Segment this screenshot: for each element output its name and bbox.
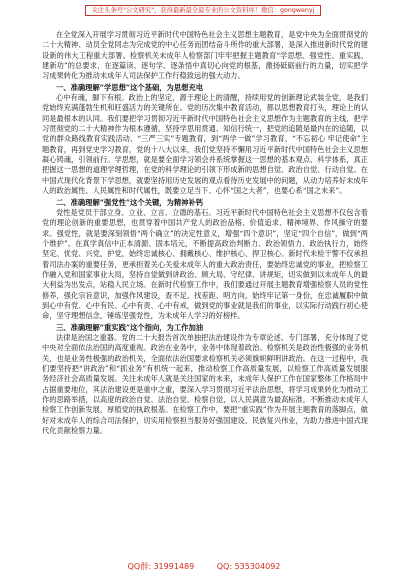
qq-group-number: QQ群: 31991489 [127,562,195,571]
section-heading-2: 二、准确理解“强党性”这个关键，为精神补钙 [56,197,204,207]
paragraph-section-1: 心中有魂，脚下有根。政治上的坚定，源于理论上的清醒，持续用党的创新理论武装全党，是我们党始终充满蓬勃生机和旺盛活力的关键所在。党的历次集中教育活动，都以思想教育打头，理论上的认同是最根本的认同。我们要把学习贯彻习近平新时代中国特色社会主义思想作为主题教育的主线，把学习贯彻党的二十大精神作为根本遵循，坚持学思用贯通、知信行统一，把党的追随是最内在的追随，以党的群众路线教育实践活动、“三严三实”专题教育，到“两学一做”学习教育、“不忘初心 牢记使命”主题教育，再到党史学习教育，党的十八大以来，我们党坚持不懈用习近平新时代中国特色社会主义思想凝心铸魂，引领前行。学思想，就是要全面学习领会并系统掌握这一思想的基本观点、科学体系，真正把握这一思想的道理学理哲理，在党的科学理论的引领下形成新的思想自觉、政治自觉、行动自觉。在中国式现代化背景下学思想，就要坚持用历史发展的观点看待历史发展中的问题，从动力培养好未成年人的政治属性、人民属性和时代属性，既要立足当下、心怀“国之大者”，也要心系“国之未来”。 [42,93,368,196]
paragraph-section-2: 党性是党员干部立身、立业、立言、立德的基石。习近平新时代中国特色社会主义思想不仅包含着党的理论创新的重要思想，也贯穿着中国共产党人的政治品格、价值追求、精神境界、作风操守的要求。强党性，就是要深刻领悟“两个确立”的决定性意义，增强“四个意识”，坚定“四个自信”，做到“两个维护”。在真学真信中正本清源、固本培元，不断提高政治判断力、政治领悟力、政治执行力，始终坚定、忧党、兴党，护党，始终忠诚核心、拥戴核心、维护核心、捍卫核心。新时代未检干警不仅承担着司法办案的重要任务，更承担着关心关爱未成年人的重大政治责任，要始终忠诚党的事业，把检察工作融入党和国家事业大局，坚持自觉做到讲政治、顾大局、守纪律、讲规矩，切实做到以未成年人的最大利益为出发点，站稳人民立场。在新时代检察工作中，我们要通过开展主题教育增强检察人员的党性修养，强化宗旨意识，加强作风建设，查不足、找差距、明方向，始终牢记第一身份，在忠诚履职中做到心中有党、心中有民、心中有责、心中有戒，做到党的事业就是我们的事业，以实际行动践行初心使命，坚守理想信念，锤炼坚强党性，为未成年人学习的好榜样。 [42,207,368,321]
paragraph-intro: 在全党深入开展学习贯彻习近平新时代中国特色社会主义思想主题教育，是党中央为全面贯彻党的二十大精神、动员全党同志为完成党的中心任务而团结奋斗所作的重大部署，是深入推进新时代党的建设新的伟大工程重大部署。检察机关未成年人检察部门牢牢把握主题教育“学思想、强党性、重实践、建新功”的总要求，在逐篇读、逐句学、逐条悟中真切心向党的根基，激扬砥砺前行的力量，切实把学习成果转化为推动未成年人司法保护工作行稳致远的强大动力。 [42,30,368,81]
paragraph-section-3: 法律是治国之重器。党的二十大报告首次单独把法治建设作为专章论述、专门部署，充分体现了党中央对全面依法治国的高度重视。政治在业务中，业务中体现着政治。检察机关是政治性极强的业务机关，也是业务性极强的政治机关，全面依法治国要求检察机关必须旗帜鲜明讲政治。在这一过程中，我们要坚持把“讲政治”和“抓业务”有机统一起来，推动检察工作高质量发展，以检察工作高质量发展服务经济社会高质量发展。关注未成年人就是关注国家的未来，未成年人保护工作在国家整体工作格局中占据重要地位，其法治建设更是重中之重，要深入学习贯彻习近平法治思想，将学习成果转化为推动工作的思路举措，以高度的政治自觉、法治自觉、检察自觉，以人民满意为最高标准，不断推动未成年人检察工作创新发展，厚植党的执政根基。在检察工作中，要把“重实践”作为开展主题教育的落脚点，做好对未成年人的综合司法保护，切实用检察担当服务好强国建设、民族复兴伟业，为助力推进中国式现代化贡献检察力量。 [42,332,368,436]
contact-footer [0,561,408,572]
section-heading-1: 一、准确理解“学思想”这个基础，为思想充电 [56,82,204,92]
section-heading-3: 三、准确理解“重实践”这个指向，为工作加油 [56,322,204,332]
article-body [42,30,368,436]
qq-number: QQ: 535304092 [216,562,281,571]
promo-banner: 关注头条号"公文研究"，获得最新最全最专业的公文资料库！微信：gongwenyj [85,5,321,16]
